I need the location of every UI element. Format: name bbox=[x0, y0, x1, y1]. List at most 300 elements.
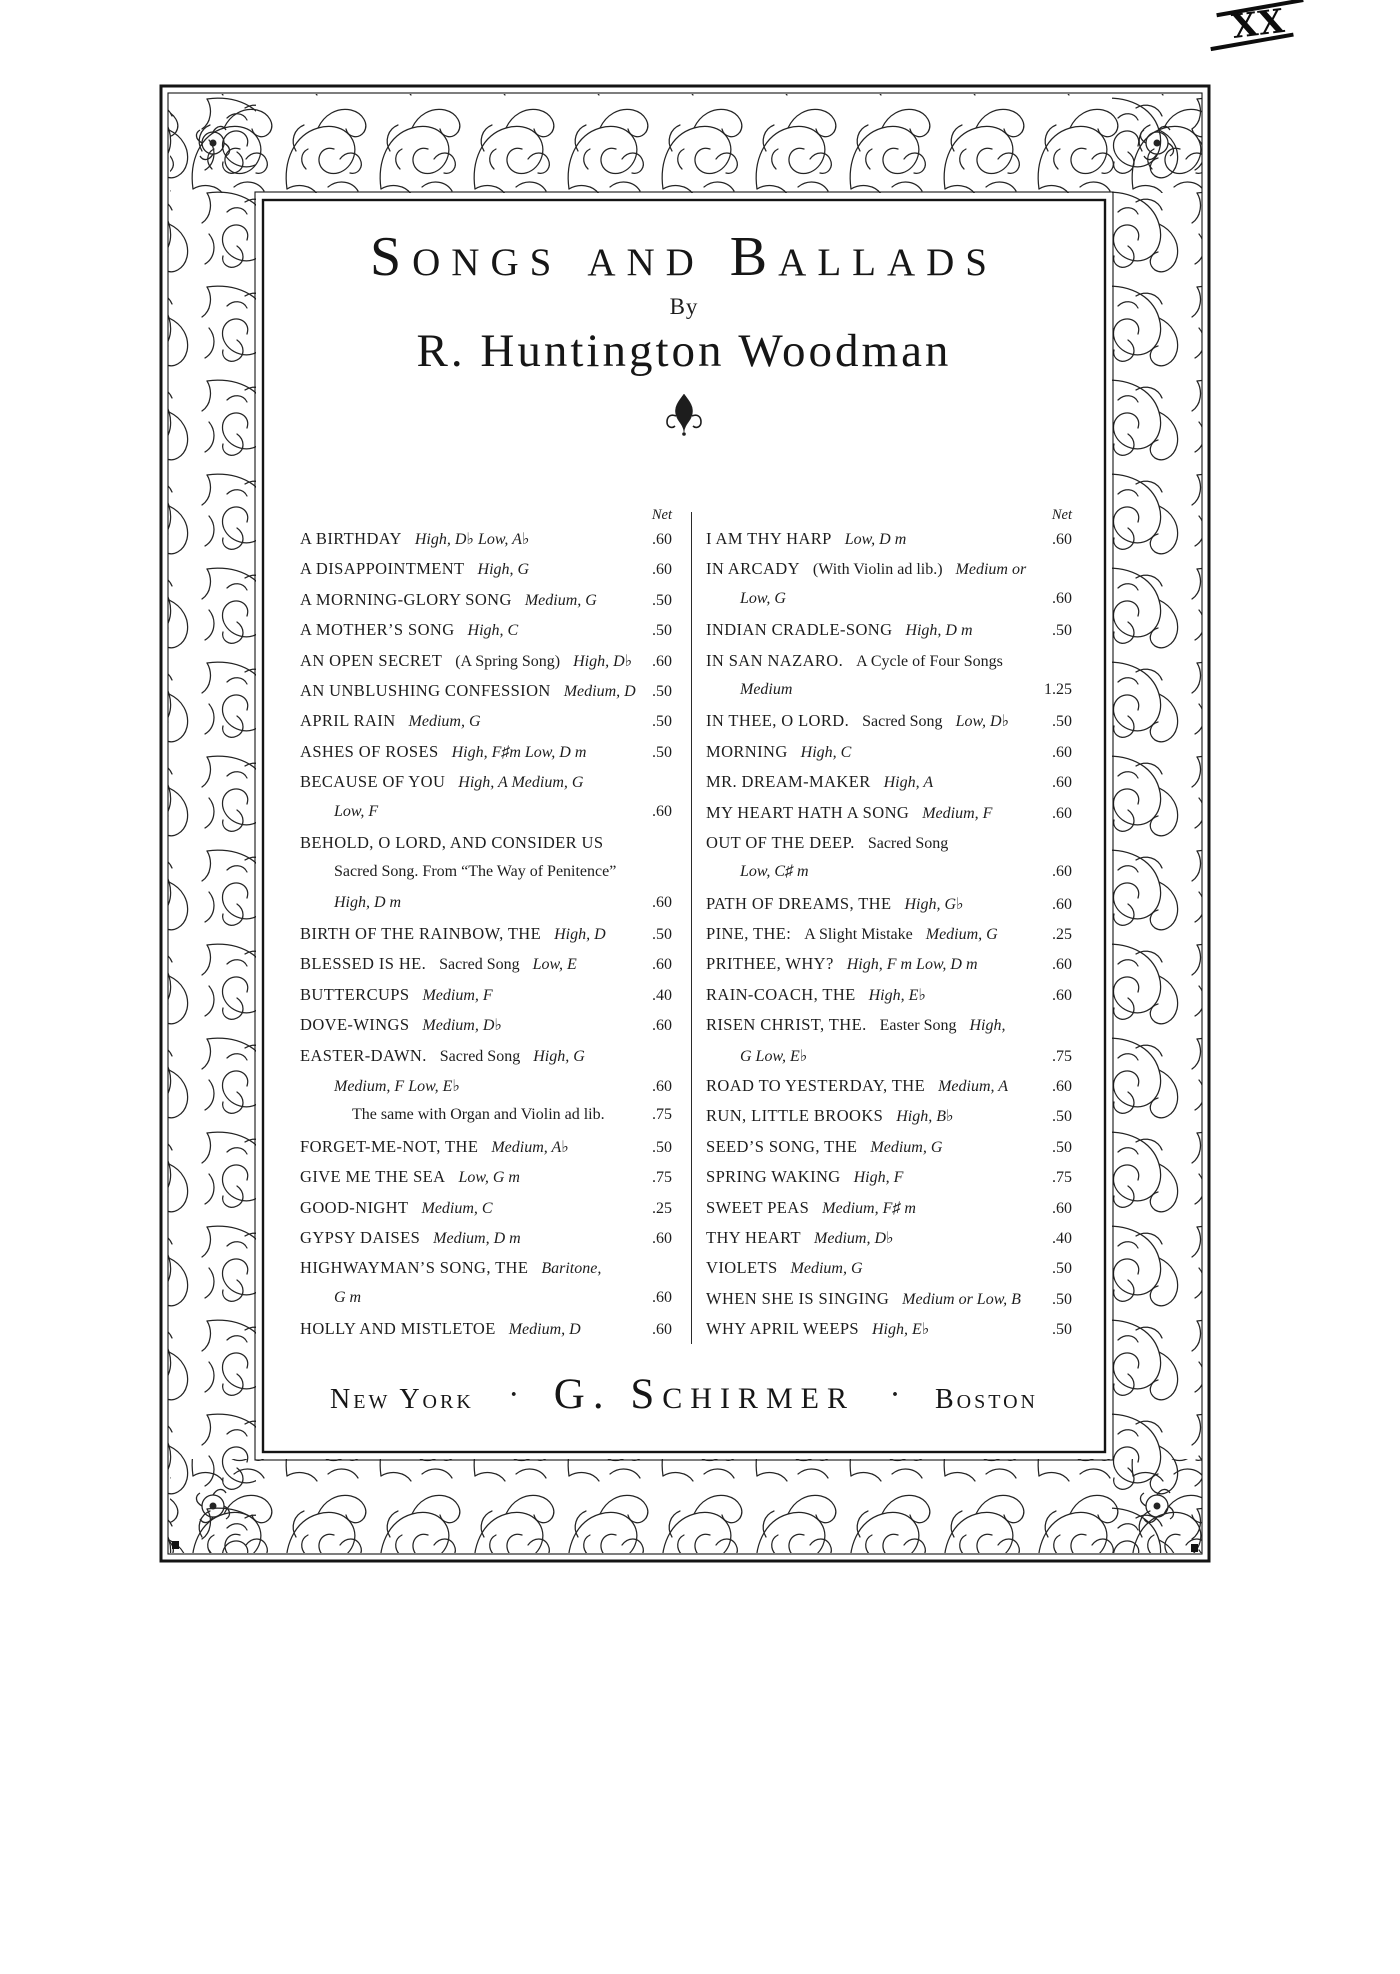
price: .60 bbox=[652, 1229, 672, 1247]
song-title: RAIN-COACH, THE bbox=[706, 984, 856, 1004]
song-key: Medium, D m bbox=[433, 1229, 521, 1247]
song-text bbox=[706, 833, 948, 853]
price: .60 bbox=[1052, 531, 1072, 548]
song-text bbox=[706, 1076, 1008, 1096]
song-text bbox=[706, 1258, 863, 1278]
song-line bbox=[300, 985, 672, 1015]
song-item bbox=[300, 772, 672, 833]
song-item bbox=[300, 1228, 672, 1258]
song-line bbox=[706, 985, 1072, 1015]
song-item bbox=[300, 711, 672, 741]
song-text bbox=[740, 1046, 807, 1066]
price: .50 bbox=[652, 743, 672, 761]
song-title: WHY APRIL WEEPS bbox=[706, 1319, 859, 1339]
song-text bbox=[740, 863, 809, 881]
song-title: HOLLY AND MISTLETOE bbox=[300, 1319, 496, 1339]
song-key: Medium or Low, B bbox=[902, 1290, 1021, 1308]
song-line bbox=[706, 1046, 1072, 1076]
song-line bbox=[706, 529, 1072, 559]
song-line bbox=[300, 1228, 672, 1258]
song-line bbox=[300, 1167, 672, 1197]
song-key: High, bbox=[969, 1017, 1006, 1035]
song-line bbox=[300, 1076, 672, 1106]
song-item bbox=[706, 894, 1072, 924]
song-line bbox=[706, 1015, 1072, 1045]
song-key: Low, G bbox=[740, 589, 786, 607]
song-text bbox=[706, 1228, 894, 1248]
song-text bbox=[706, 772, 933, 792]
price: .60 bbox=[652, 1078, 672, 1096]
song-note: The same with Organ and Violin ad lib. bbox=[352, 1106, 605, 1124]
price: .60 bbox=[652, 893, 672, 911]
song-key: Medium, F bbox=[922, 804, 993, 822]
song-line bbox=[706, 711, 1072, 741]
song-line bbox=[706, 1198, 1072, 1228]
price: .50 bbox=[652, 622, 672, 640]
song-line bbox=[300, 1015, 672, 1045]
song-line bbox=[706, 1167, 1072, 1197]
price: .75 bbox=[652, 1169, 672, 1187]
song-line bbox=[706, 620, 1072, 650]
song-line bbox=[300, 894, 672, 924]
song-item bbox=[706, 651, 1072, 712]
song-list-left bbox=[300, 504, 672, 1350]
song-title: THY HEART bbox=[706, 1227, 802, 1247]
song-title: A BIRTHDAY bbox=[300, 529, 402, 548]
song-item bbox=[300, 1046, 672, 1137]
song-text bbox=[334, 1076, 460, 1096]
price: .60 bbox=[1052, 1078, 1072, 1096]
song-text bbox=[334, 803, 378, 821]
song-line bbox=[706, 590, 1072, 620]
price: .60 bbox=[1052, 774, 1072, 792]
song-title: RUN, LITTLE BROOKS bbox=[706, 1106, 884, 1126]
song-text bbox=[300, 559, 529, 579]
song-title: SPRING WAKING bbox=[706, 1167, 841, 1187]
price: .60 bbox=[1052, 956, 1072, 974]
song-key: Medium, F Low, E♭ bbox=[334, 1078, 460, 1096]
imprint-line bbox=[263, 1370, 1105, 1419]
song-item bbox=[706, 1167, 1072, 1197]
price: .60 bbox=[652, 1288, 672, 1306]
song-title: IN THEE, O LORD. bbox=[706, 711, 850, 731]
song-text bbox=[334, 1289, 361, 1307]
song-text bbox=[300, 954, 577, 974]
song-title: PATH OF DREAMS, THE bbox=[706, 893, 892, 913]
song-line bbox=[300, 742, 672, 772]
song-line bbox=[300, 833, 672, 863]
song-title: WHEN SHE IS SINGING bbox=[706, 1288, 890, 1308]
song-item bbox=[706, 1015, 1072, 1076]
song-key: Medium, G bbox=[925, 926, 998, 944]
song-text bbox=[300, 742, 586, 762]
song-key: Medium, A♭ bbox=[491, 1138, 569, 1156]
song-key: Low, C♯ m bbox=[740, 863, 809, 881]
price: .25 bbox=[652, 1199, 672, 1217]
song-item bbox=[706, 803, 1072, 833]
imprint-separator-dot: · bbox=[890, 1382, 899, 1408]
price: .60 bbox=[652, 531, 672, 548]
song-line bbox=[300, 559, 672, 589]
song-note: (With Violin ad lib.) bbox=[812, 561, 943, 579]
song-line bbox=[706, 1319, 1072, 1349]
price: .50 bbox=[1052, 1321, 1072, 1339]
song-line bbox=[300, 1258, 672, 1288]
song-title: I AM THY HARP bbox=[706, 529, 832, 548]
price: .60 bbox=[1052, 863, 1072, 881]
song-title: AN UNBLUSHING CONFESSION bbox=[300, 680, 551, 700]
song-note: Sacred Song. From “The Way of Penitence” bbox=[334, 863, 617, 881]
song-text bbox=[706, 803, 992, 823]
song-item bbox=[300, 1198, 672, 1228]
song-title: GYPSY DAISES bbox=[300, 1227, 421, 1247]
imprint-separator-dot: · bbox=[509, 1382, 518, 1408]
song-line bbox=[706, 651, 1072, 681]
song-key: High, D m bbox=[905, 622, 973, 640]
song-item bbox=[300, 985, 672, 1015]
song-key: Medium, D bbox=[508, 1321, 581, 1339]
title-block bbox=[263, 226, 1105, 441]
price: .60 bbox=[652, 802, 672, 820]
song-key: Medium, D♭ bbox=[422, 1017, 502, 1035]
price: .50 bbox=[1052, 713, 1072, 731]
price: .50 bbox=[1052, 1290, 1072, 1308]
net-column-header: Net bbox=[1051, 507, 1072, 523]
song-item bbox=[706, 954, 1072, 984]
song-line bbox=[300, 954, 672, 984]
song-key: Medium, D♭ bbox=[814, 1229, 894, 1247]
song-line bbox=[300, 1319, 672, 1349]
song-item bbox=[706, 833, 1072, 894]
song-item bbox=[706, 559, 1072, 620]
song-key: Medium, G bbox=[408, 713, 481, 731]
song-text bbox=[706, 1106, 954, 1126]
price: .60 bbox=[652, 1017, 672, 1035]
song-line bbox=[300, 803, 672, 833]
song-title: APRIL RAIN bbox=[300, 711, 396, 731]
song-key: Medium, F♯ m bbox=[822, 1199, 916, 1217]
price: .50 bbox=[1052, 1138, 1072, 1156]
song-line bbox=[300, 529, 672, 559]
song-key: Medium, D bbox=[563, 682, 636, 700]
price: .75 bbox=[1052, 1047, 1072, 1065]
price: .60 bbox=[652, 1321, 672, 1339]
song-title: MORNING bbox=[706, 741, 788, 761]
price: .50 bbox=[652, 682, 672, 700]
song-line bbox=[300, 1137, 672, 1167]
song-text bbox=[706, 954, 978, 974]
song-item bbox=[706, 772, 1072, 802]
price: .60 bbox=[652, 652, 672, 670]
price: .40 bbox=[652, 986, 672, 1004]
song-text bbox=[300, 985, 493, 1005]
song-line bbox=[706, 894, 1072, 924]
song-title: BEHOLD, O LORD, AND CONSIDER US bbox=[300, 832, 604, 852]
song-title: SWEET PEAS bbox=[706, 1197, 810, 1217]
song-title: BIRTH OF THE RAINBOW, THE bbox=[300, 924, 542, 944]
song-line bbox=[706, 924, 1072, 954]
song-item bbox=[706, 742, 1072, 772]
song-title: IN ARCADY bbox=[706, 559, 800, 579]
song-item bbox=[706, 711, 1072, 741]
song-item bbox=[706, 985, 1072, 1015]
song-title: RISEN CHRIST, THE. bbox=[706, 1015, 867, 1035]
song-line bbox=[300, 681, 672, 711]
plate-number-mark bbox=[1204, 0, 1312, 49]
song-key: Low, F bbox=[334, 802, 379, 820]
song-line bbox=[706, 742, 1072, 772]
song-title: GOOD-NIGHT bbox=[300, 1197, 409, 1217]
song-title: HIGHWAYMAN’S SONG, THE bbox=[300, 1258, 529, 1278]
price: .60 bbox=[1052, 1199, 1072, 1217]
price: .75 bbox=[652, 1106, 672, 1124]
price: .50 bbox=[1052, 1108, 1072, 1126]
song-item bbox=[706, 529, 1072, 559]
song-key: Medium or bbox=[955, 561, 1027, 579]
song-title: BLESSED IS HE. bbox=[300, 954, 427, 974]
song-note: Easter Song bbox=[879, 1017, 957, 1035]
song-line bbox=[300, 863, 672, 893]
song-key: High, F bbox=[853, 1169, 904, 1187]
publisher-name: G. Schirmer bbox=[553, 1371, 855, 1418]
song-line bbox=[300, 1046, 672, 1076]
price: .60 bbox=[1052, 804, 1072, 822]
song-item bbox=[706, 1198, 1072, 1228]
song-line bbox=[706, 681, 1072, 711]
column-divider-rule bbox=[691, 512, 692, 1344]
song-list-right bbox=[706, 504, 1072, 1350]
song-line bbox=[706, 1289, 1072, 1319]
song-title: PRITHEE, WHY? bbox=[706, 954, 834, 974]
price: .60 bbox=[1052, 589, 1072, 607]
song-text bbox=[334, 894, 401, 912]
author-name: R. Huntington Woodman bbox=[416, 325, 952, 377]
song-key: High, G♭ bbox=[904, 895, 964, 913]
song-key: Medium bbox=[740, 680, 793, 698]
song-item bbox=[300, 1319, 672, 1349]
song-title: DOVE-WINGS bbox=[300, 1015, 410, 1035]
song-line bbox=[706, 803, 1072, 833]
price: .60 bbox=[652, 561, 672, 579]
song-text bbox=[334, 863, 616, 881]
song-text bbox=[706, 1137, 942, 1157]
song-item bbox=[300, 529, 672, 559]
song-item bbox=[300, 924, 672, 954]
song-key: Low, D♭ bbox=[955, 713, 1010, 731]
song-line bbox=[706, 1106, 1072, 1136]
song-key: Low, G m bbox=[458, 1169, 520, 1187]
price: .50 bbox=[652, 926, 672, 944]
song-key: High, G bbox=[477, 561, 530, 579]
song-item bbox=[706, 1137, 1072, 1167]
song-key: High, A Medium, G bbox=[458, 774, 584, 792]
song-text bbox=[300, 1319, 581, 1339]
song-line bbox=[706, 559, 1072, 589]
song-line bbox=[300, 1198, 672, 1228]
song-line bbox=[706, 1137, 1072, 1167]
song-text bbox=[300, 1137, 569, 1157]
song-text bbox=[706, 1289, 1021, 1309]
song-key: Medium, G bbox=[790, 1260, 863, 1278]
song-text bbox=[706, 651, 1003, 671]
song-text bbox=[706, 985, 926, 1005]
song-line bbox=[300, 772, 672, 802]
imprint-city-left: New York bbox=[330, 1384, 474, 1415]
song-text bbox=[300, 772, 583, 792]
song-key: Medium, F bbox=[422, 986, 493, 1004]
song-text bbox=[706, 620, 973, 640]
song-item bbox=[706, 1076, 1072, 1106]
song-title: FORGET-ME-NOT, THE bbox=[300, 1136, 479, 1156]
song-title: SEED’S SONG, THE bbox=[706, 1136, 858, 1156]
price: .60 bbox=[1052, 895, 1072, 913]
song-text bbox=[706, 742, 851, 762]
song-text bbox=[706, 1198, 916, 1218]
song-key: High, F m Low, D m bbox=[846, 956, 978, 974]
song-line bbox=[300, 651, 672, 681]
price: .50 bbox=[652, 713, 672, 731]
song-key: Medium, A bbox=[938, 1078, 1008, 1096]
song-text bbox=[706, 894, 964, 914]
song-key: G m bbox=[334, 1288, 362, 1306]
song-item bbox=[706, 1228, 1072, 1258]
song-title: INDIAN CRADLE-SONG bbox=[706, 620, 893, 640]
song-title: EASTER-DAWN. bbox=[300, 1045, 427, 1065]
price: .60 bbox=[1052, 986, 1072, 1004]
song-text bbox=[352, 1106, 605, 1124]
song-item bbox=[706, 924, 1072, 954]
song-title: VIOLETS bbox=[706, 1258, 778, 1278]
song-key: Medium, G bbox=[524, 591, 597, 609]
song-note: A Cycle of Four Songs bbox=[856, 652, 1003, 670]
price: .50 bbox=[652, 1138, 672, 1156]
song-text bbox=[706, 559, 1026, 579]
song-title: AN OPEN SECRET bbox=[300, 650, 443, 670]
plate-number-text: XX bbox=[1229, 0, 1288, 47]
song-item bbox=[300, 681, 672, 711]
fleuron-icon bbox=[263, 392, 1105, 441]
song-text bbox=[300, 681, 636, 701]
price: .60 bbox=[1052, 743, 1072, 761]
song-text bbox=[300, 1046, 585, 1066]
printer-mark-left bbox=[172, 1541, 179, 1549]
song-item bbox=[706, 620, 1072, 650]
song-line bbox=[706, 1228, 1072, 1258]
song-item bbox=[300, 833, 672, 924]
net-column-header: Net bbox=[651, 507, 672, 523]
song-line bbox=[300, 590, 672, 620]
song-text bbox=[740, 590, 786, 608]
song-text bbox=[706, 529, 906, 549]
song-item bbox=[300, 1015, 672, 1045]
song-line bbox=[706, 954, 1072, 984]
song-item bbox=[300, 620, 672, 650]
song-key: Low, D m bbox=[844, 531, 907, 548]
song-item bbox=[706, 1106, 1072, 1136]
song-line bbox=[300, 1289, 672, 1319]
song-item bbox=[300, 1167, 672, 1197]
song-title: GIVE ME THE SEA bbox=[300, 1167, 446, 1187]
song-note: Sacred Song bbox=[862, 713, 943, 731]
price: .75 bbox=[1052, 1169, 1072, 1187]
song-title: BECAUSE OF YOU bbox=[300, 772, 446, 792]
song-key: High, D♭ Low, A♭ bbox=[414, 531, 530, 548]
song-item bbox=[706, 1319, 1072, 1349]
song-title: PINE, THE: bbox=[706, 924, 792, 944]
song-key: High, A bbox=[883, 774, 934, 792]
song-note: Sacred Song bbox=[439, 956, 520, 974]
song-line bbox=[706, 1076, 1072, 1106]
song-note: Sacred Song bbox=[439, 1047, 521, 1065]
song-key: Low, E bbox=[532, 956, 577, 974]
song-line bbox=[706, 1258, 1072, 1288]
song-text bbox=[300, 924, 606, 944]
song-line bbox=[706, 833, 1072, 863]
song-title: A MOTHER’S SONG bbox=[300, 620, 455, 640]
song-line bbox=[300, 711, 672, 741]
song-item bbox=[300, 954, 672, 984]
price: .50 bbox=[1052, 1260, 1072, 1278]
song-text bbox=[300, 833, 603, 853]
song-text bbox=[300, 1198, 493, 1218]
song-title: A DISAPPOINTMENT bbox=[300, 559, 465, 579]
song-text bbox=[300, 1258, 601, 1278]
song-title: IN SAN NAZARO. bbox=[706, 650, 844, 670]
song-key: High, B♭ bbox=[896, 1108, 954, 1126]
song-key: High, D♭ bbox=[573, 652, 633, 670]
song-text bbox=[300, 529, 529, 549]
song-title: OUT OF THE DEEP. bbox=[706, 832, 855, 852]
song-text bbox=[300, 620, 518, 640]
song-title: BUTTERCUPS bbox=[300, 984, 410, 1004]
song-item bbox=[300, 590, 672, 620]
song-item bbox=[300, 742, 672, 772]
song-key: G Low, E♭ bbox=[740, 1047, 808, 1065]
price: .50 bbox=[1052, 622, 1072, 640]
song-key: High, F♯m Low, D m bbox=[451, 743, 587, 761]
song-item bbox=[706, 1289, 1072, 1319]
song-key: High, E♭ bbox=[871, 1321, 930, 1339]
song-line bbox=[706, 863, 1072, 893]
song-key: High, G bbox=[533, 1047, 585, 1065]
printer-mark-right bbox=[1191, 1544, 1198, 1552]
song-line bbox=[706, 772, 1072, 802]
song-note: A Slight Mistake bbox=[804, 926, 913, 944]
song-text bbox=[740, 681, 792, 699]
song-text bbox=[706, 924, 998, 944]
song-line bbox=[300, 620, 672, 650]
song-note: Sacred Song bbox=[867, 834, 949, 852]
song-key: Medium, C bbox=[421, 1199, 493, 1217]
song-title: ROAD TO YESTERDAY, THE bbox=[706, 1076, 926, 1096]
song-title: MR. DREAM-MAKER bbox=[706, 772, 871, 792]
byline: By bbox=[669, 294, 699, 319]
song-title: MY HEART HATH A SONG bbox=[706, 802, 910, 822]
song-text bbox=[300, 711, 481, 731]
song-note: (A Spring Song) bbox=[455, 652, 561, 670]
song-text bbox=[300, 1228, 521, 1248]
page-title: Songs and Ballads bbox=[369, 226, 998, 288]
song-key: High, C bbox=[800, 743, 852, 761]
imprint-city-right: Boston bbox=[934, 1384, 1038, 1415]
song-text bbox=[300, 1015, 502, 1035]
price: .50 bbox=[652, 591, 672, 609]
price: .40 bbox=[1052, 1229, 1072, 1247]
song-key: Medium, G bbox=[870, 1138, 943, 1156]
song-key: High, D m bbox=[334, 893, 402, 911]
price: 1.25 bbox=[1044, 680, 1072, 698]
song-line bbox=[300, 1106, 672, 1136]
